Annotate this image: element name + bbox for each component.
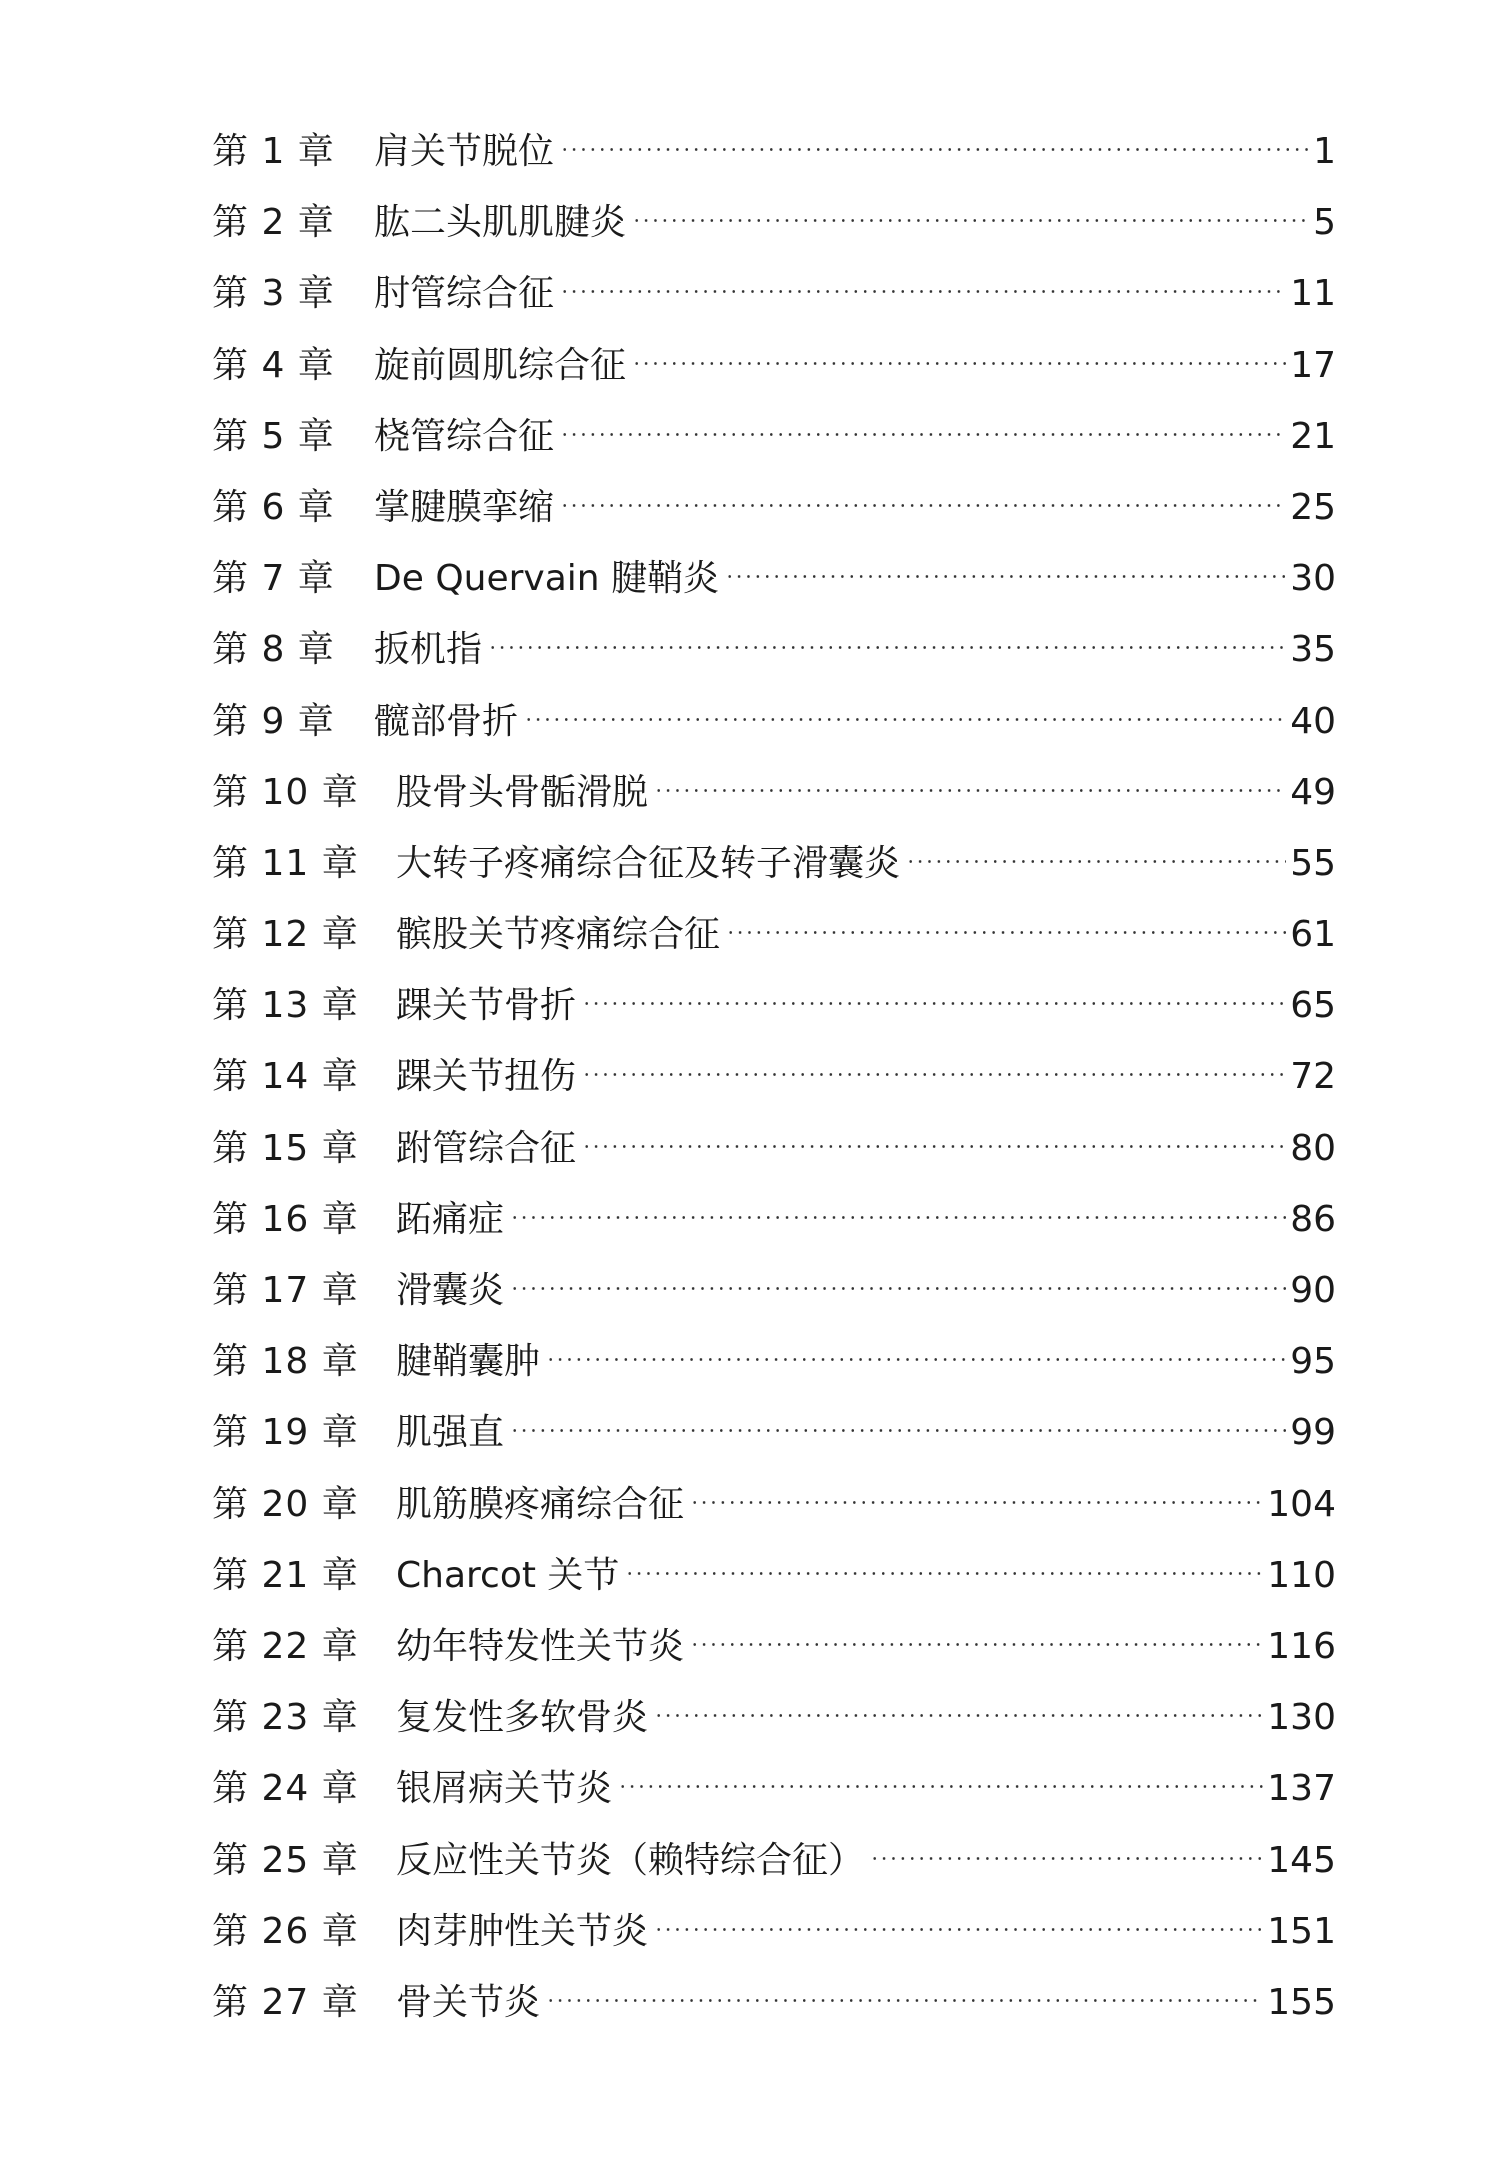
dot-leader [654,1681,1263,1731]
toc-entry[interactable] [212,896,1336,967]
chapter-label: 第 26 章 [212,1910,359,1952]
dot-leader [510,1396,1286,1446]
toc-entry[interactable] [212,825,1336,896]
toc-entry[interactable] [212,611,1336,682]
page-number: 61 [1290,914,1336,956]
page-number: 151 [1267,1910,1336,1952]
dot-leader [654,756,1286,806]
page-number: 104 [1267,1483,1336,1525]
toc-entry[interactable] [212,1750,1336,1821]
chapter-label: 第 7 章 [212,558,335,600]
chapter-label: 第 3 章 [212,273,335,315]
chapter-label: 第 19 章 [212,1412,359,1454]
table-of-contents [212,113,1336,2035]
page-number: 55 [1290,842,1336,884]
chapter-title: 幼年特发性关节炎 [396,1625,685,1667]
toc-entry[interactable] [212,1394,1336,1465]
chapter-label: 第 9 章 [212,700,335,742]
chapter-label: 第 22 章 [212,1625,359,1667]
chapter-title: 扳机指 [374,629,483,671]
dot-leader [510,1183,1286,1233]
page-number: 5 [1313,202,1336,244]
chapter-label: 第 10 章 [212,771,359,813]
chapter-title: 肌筋膜疼痛综合征 [396,1483,685,1525]
chapter-title: 掌腱膜挛缩 [374,486,555,528]
chapter-label: 第 4 章 [212,344,335,386]
chapter-title: De Quervain 腱鞘炎 [374,558,720,600]
dot-leader [632,186,1309,236]
page-number: 49 [1290,771,1336,813]
toc-entry[interactable] [212,113,1336,184]
toc-entry[interactable] [212,1323,1336,1394]
toc-entry[interactable] [212,1893,1336,1964]
chapter-label: 第 23 章 [212,1697,359,1739]
chapter-label: 第 11 章 [212,842,359,884]
page-number: 86 [1290,1198,1336,1240]
toc-entry[interactable] [212,469,1336,540]
dot-leader [726,898,1286,948]
page-number: 17 [1290,344,1336,386]
dot-leader [524,685,1286,735]
toc-entry[interactable] [212,1038,1336,1109]
dot-leader [560,257,1286,307]
chapter-label: 第 27 章 [212,1981,359,2023]
chapter-label: 第 14 章 [212,1056,359,1098]
page-number: 155 [1267,1981,1336,2023]
chapter-title: 髌股关节疼痛综合征 [396,914,721,956]
chapter-label: 第 5 章 [212,415,335,457]
dot-leader [582,1040,1286,1090]
toc-entry[interactable] [212,1679,1336,1750]
chapter-title: 股骨头骨骺滑脱 [396,771,649,813]
chapter-label: 第 21 章 [212,1554,359,1596]
chapter-label: 第 12 章 [212,914,359,956]
page-number: 72 [1290,1056,1336,1098]
dot-leader [632,329,1286,379]
page-number: 1 [1313,131,1336,172]
dot-leader [870,1824,1263,1874]
dot-leader [488,613,1286,663]
dot-leader [582,969,1286,1019]
chapter-label: 第 16 章 [212,1198,359,1240]
toc-entry[interactable] [212,967,1336,1038]
page-number: 30 [1290,558,1336,600]
chapter-title: 踝关节骨折 [396,985,577,1027]
dot-leader [560,115,1309,165]
chapter-label: 第 15 章 [212,1127,359,1169]
chapter-label: 第 8 章 [212,629,335,671]
page-number: 145 [1267,1839,1336,1881]
toc-entry[interactable] [212,1110,1336,1181]
chapter-title: 旋前圆肌综合征 [374,344,627,386]
chapter-title: 反应性关节炎（赖特综合征） [396,1839,865,1881]
chapter-title: 骨关节炎 [396,1981,541,2023]
toc-entry[interactable] [212,398,1336,469]
chapter-title: 复发性多软骨炎 [396,1697,649,1739]
chapter-label: 第 6 章 [212,486,335,528]
page-number: 99 [1290,1412,1336,1454]
dot-leader [625,1539,1263,1589]
page-number: 116 [1267,1625,1336,1667]
chapter-title: 髋部骨折 [374,700,519,742]
dot-leader [690,1468,1263,1518]
toc-entry[interactable] [212,1822,1336,1893]
toc-entry[interactable] [212,1181,1336,1252]
page-number: 21 [1290,415,1336,457]
toc-entry[interactable] [212,184,1336,255]
toc-entry[interactable] [212,1252,1336,1323]
toc-entry[interactable] [212,1537,1336,1608]
toc-entry[interactable] [212,754,1336,825]
toc-entry[interactable] [212,683,1336,754]
page-number: 11 [1290,273,1336,315]
chapter-title: 肌强直 [396,1412,505,1454]
chapter-title: 腱鞘囊肿 [396,1341,541,1383]
toc-entry[interactable] [212,1964,1336,2035]
chapter-label: 第 25 章 [212,1839,359,1881]
dot-leader [725,542,1286,592]
dot-leader [510,1254,1286,1304]
toc-entry[interactable] [212,1608,1336,1679]
chapter-label: 第 13 章 [212,985,359,1027]
page-number: 65 [1290,985,1336,1027]
chapter-title: 肩关节脱位 [374,131,555,172]
chapter-title: 滑囊炎 [396,1270,505,1311]
page-number: 80 [1290,1127,1336,1169]
toc-entry[interactable] [212,327,1336,398]
chapter-title: 跗管综合征 [396,1127,577,1169]
chapter-title: 大转子疼痛综合征及转子滑囊炎 [396,842,901,884]
dot-leader [654,1895,1263,1945]
chapter-label: 第 18 章 [212,1341,359,1383]
page-number: 137 [1267,1768,1336,1810]
page-number: 110 [1267,1554,1336,1596]
dot-leader [582,1112,1286,1162]
page-number: 95 [1290,1341,1336,1383]
chapter-title: 肉芽肿性关节炎 [396,1910,649,1952]
toc-entry[interactable] [212,540,1336,611]
toc-entry[interactable] [212,255,1336,326]
page-number: 35 [1290,629,1336,671]
page-number: 40 [1290,700,1336,742]
chapter-title: 肱二头肌肌腱炎 [374,202,627,244]
dot-leader [690,1610,1263,1660]
chapter-title: 桡管综合征 [374,415,555,457]
page-number: 90 [1290,1270,1336,1311]
chapter-label: 第 24 章 [212,1768,359,1810]
toc-entry[interactable] [212,1466,1336,1537]
page-number: 25 [1290,486,1336,528]
chapter-title: 肘管综合征 [374,273,555,315]
chapter-title: 银屑病关节炎 [396,1768,613,1810]
chapter-title: 踝关节扭伤 [396,1056,577,1098]
chapter-label: 第 17 章 [212,1270,359,1311]
chapter-label: 第 20 章 [212,1483,359,1525]
dot-leader [546,1966,1263,2016]
dot-leader [560,471,1286,521]
chapter-title: 跖痛症 [396,1198,505,1240]
chapter-label: 第 1 章 [212,131,335,172]
chapter-label: 第 2 章 [212,202,335,244]
dot-leader [906,827,1286,877]
dot-leader [560,400,1286,450]
dot-leader [618,1752,1263,1802]
page-number: 130 [1267,1697,1336,1739]
dot-leader [546,1325,1286,1375]
chapter-title: Charcot 关节 [396,1554,620,1596]
